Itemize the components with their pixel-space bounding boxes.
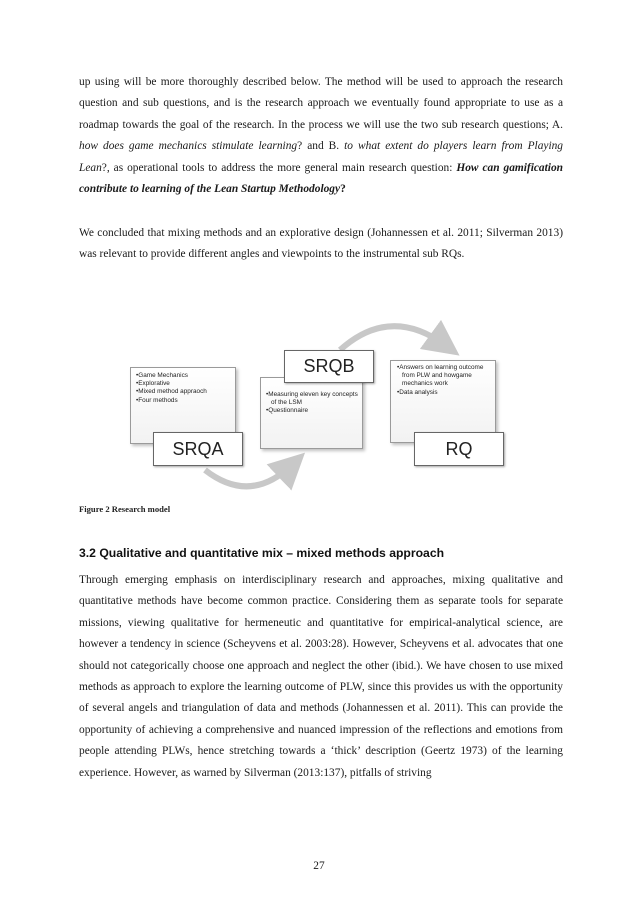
text-run: up using will be more thoroughly described below. The method will be used to approach the research question and sub questions, and is the research approach we eventually found appropriate to use as a roadmap towards the goal of the research. In the process we will use the two sub research questions; A. (79, 76, 563, 131)
rq-item: • Data analysis (397, 389, 492, 397)
text-run: ? and B. (297, 140, 345, 153)
main-research-question: How can gamification contribute to learning of the Lean Startup Methodology (79, 161, 563, 196)
srqa-list (136, 372, 233, 405)
italic-question-a: how does game mechanics stimulate learning (79, 140, 298, 153)
rq-box (390, 360, 496, 443)
srqa-item: • Explorative (136, 380, 233, 388)
arrow-srqa-to-srqb (205, 465, 292, 486)
srqb-list (266, 391, 360, 416)
text-run: ?, as operational tools to address the more general main research question: (101, 161, 457, 174)
italic-question-b: to what extent do players learn from Playing Lean (79, 140, 564, 174)
srqa-item: • Mixed method appraoch (136, 388, 233, 396)
text-run: ? (340, 183, 346, 196)
page-number: 27 (313, 860, 325, 872)
srqb-box (260, 377, 363, 449)
srqa-item: • Game Mechanics (136, 372, 233, 380)
section-heading: 3.2 Qualitative and quantitative mix – mixed methods approach (79, 546, 445, 560)
arrow-srqb-to-rq (340, 326, 445, 350)
figure-caption: Figure 2 Research model (79, 504, 171, 514)
paragraph-conclusion: We concluded that mixing methods and an explorative design (Johannessen et al. 2011; Silverman 2013) was relevant to provide different angles and viewpoints to the instrumental sub RQs. (79, 227, 563, 261)
srqb-label: SRQB (284, 350, 374, 383)
rq-label: RQ (414, 432, 504, 466)
paragraph-mixed-methods: Through emerging emphasis on interdisciplinary research and approaches, mixing qualitative and quantitative methods have become common practice. Considering them as separate tools for separate missions, viewing qualitative for hermeneutic and quantitative for empirical-analytical science, are however a tendency in science (Scheyvens et al. 2003:28). However, Scheyvens et al. advocates that one should not categorically choose one approach and neglect the other (ibid.). We have chosen to use mixed methods as approach to explore the learning outcome of PLW, since this provides us with the opportunity of several angels and triangulation of data and methods (Johannessen et al. 2011). This can provide the opportunity of achieving a comprehensive and nuanced impression of the reflections and emotions from people attending PLWs, hence stretching towards a ‘thick’ description (Geertz 1973) of the learning experience. However, as warned by Silverman (2013:137), pitfalls of striving (79, 574, 563, 779)
srqa-label: SRQA (153, 432, 243, 466)
rq-item: • Answers on learning outcome from PLW and howgame mechanics work (397, 364, 492, 389)
srqb-item: • Questionnaire (266, 407, 360, 415)
srqa-item: • Four methods (136, 397, 233, 405)
srqb-item: • Measuring eleven key concepts of the LSM (266, 391, 360, 407)
rq-list (397, 364, 492, 397)
